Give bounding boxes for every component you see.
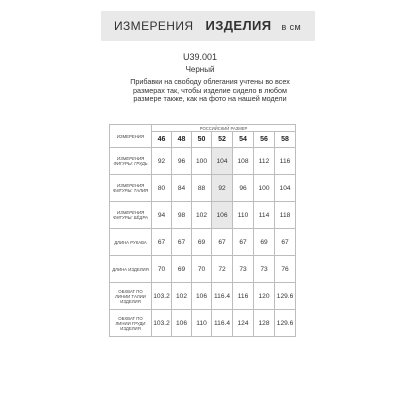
table-row	[110, 256, 296, 283]
measurement-value: 98	[172, 202, 192, 229]
measurement-value: 92	[152, 148, 172, 175]
size-header: 46	[152, 132, 172, 148]
measurement-value: 104	[212, 148, 233, 175]
measurement-value: 110	[233, 202, 254, 229]
measurement-value: 100	[254, 175, 275, 202]
table-row	[110, 175, 296, 202]
measurement-value: 102	[192, 202, 212, 229]
measurements-header: ИЗМЕРЕНИЯ	[110, 125, 152, 148]
title-word-measurements: ИЗМЕРЕНИЯ	[114, 19, 194, 33]
measurement-value: 102	[172, 283, 192, 310]
measurement-value: 100	[192, 148, 212, 175]
size-header: 50	[192, 132, 212, 148]
measurement-value: 106	[212, 202, 233, 229]
measurement-value: 116.4	[212, 310, 233, 337]
measurement-value: 72	[212, 256, 233, 283]
measurement-value: 116	[275, 148, 296, 175]
measurement-label: ИЗМЕРЕНИЯ ФИГУРЫ: ГРУДЬ	[110, 148, 152, 175]
measurement-value: 94	[152, 202, 172, 229]
measurement-value: 106	[192, 283, 212, 310]
measurement-value: 96	[172, 148, 192, 175]
measurement-value: 67	[275, 229, 296, 256]
size-header: 56	[254, 132, 275, 148]
table-header-row-group	[110, 125, 296, 132]
size-table	[109, 124, 296, 337]
measurement-value: 103.2	[152, 310, 172, 337]
measurement-label: ДЛИНА ИЗДЕЛИЯ	[110, 256, 152, 283]
measurement-label: ИЗМЕРЕНИЯ ФИГУРЫ: БЁДРА	[110, 202, 152, 229]
table-row	[110, 310, 296, 337]
measurement-label: ОБХВАТ ПО ЛИНИИ ГРУДИ ИЗДЕЛИЯ	[110, 310, 152, 337]
measurement-value: 73	[233, 256, 254, 283]
measurement-value: 118	[275, 202, 296, 229]
measurement-value: 110	[192, 310, 212, 337]
measurement-label: ИЗМЕРЕНИЯ ФИГУРЫ: ТАЛИЯ	[110, 175, 152, 202]
measurement-value: 104	[275, 175, 296, 202]
measurement-value: 124	[233, 310, 254, 337]
table-row	[110, 229, 296, 256]
measurement-value: 116	[233, 283, 254, 310]
size-header: 54	[233, 132, 254, 148]
measurement-value: 67	[172, 229, 192, 256]
title-unit: в см	[281, 22, 302, 32]
measurement-value: 70	[152, 256, 172, 283]
size-header: 48	[172, 132, 192, 148]
measurement-value: 92	[212, 175, 233, 202]
measurement-value: 73	[254, 256, 275, 283]
product-code: U39.001	[182, 52, 218, 62]
table-row	[110, 283, 296, 310]
measurement-value: 103.2	[152, 283, 172, 310]
table-row	[110, 148, 296, 175]
measurement-value: 128	[254, 310, 275, 337]
measurement-value: 106	[172, 310, 192, 337]
measurement-label: ДЛИНА РУКАВА	[110, 229, 152, 256]
measurement-value: 120	[254, 283, 275, 310]
measurement-value: 112	[254, 148, 275, 175]
size-header: 58	[275, 132, 296, 148]
measurement-value: 67	[152, 229, 172, 256]
measurement-value: 76	[275, 256, 296, 283]
measurement-value: 67	[212, 229, 233, 256]
measurement-value: 88	[192, 175, 212, 202]
fit-note: Прибавки на свободу облегания учтены во всех размерах так, чтобы изделие сидело в любом размере также, как на фото на нашей модели	[130, 77, 290, 104]
measurement-value: 69	[172, 256, 192, 283]
measurement-value: 69	[192, 229, 212, 256]
product-color: Черный	[185, 65, 215, 74]
measurement-value: 67	[233, 229, 254, 256]
page-title	[114, 18, 301, 33]
table-row	[110, 202, 296, 229]
measurement-value: 116.4	[212, 283, 233, 310]
measurement-value: 96	[233, 175, 254, 202]
measurement-value: 114	[254, 202, 275, 229]
measurement-value: 70	[192, 256, 212, 283]
measurement-value: 108	[233, 148, 254, 175]
measurement-value: 69	[254, 229, 275, 256]
measurement-value: 129.6	[275, 283, 296, 310]
measurement-label: ОБХВАТ ПО ЛИНИИ ТАЛИИ ИЗДЕЛИЯ	[110, 283, 152, 310]
russian-size-header: РОССИЙСКИЙ РАЗМЕР	[152, 125, 296, 132]
title-word-garment: ИЗДЕЛИЯ	[205, 18, 272, 33]
measurement-value: 129.6	[275, 310, 296, 337]
size-header: 52	[212, 132, 233, 148]
measurement-value: 80	[152, 175, 172, 202]
measurement-value: 84	[172, 175, 192, 202]
